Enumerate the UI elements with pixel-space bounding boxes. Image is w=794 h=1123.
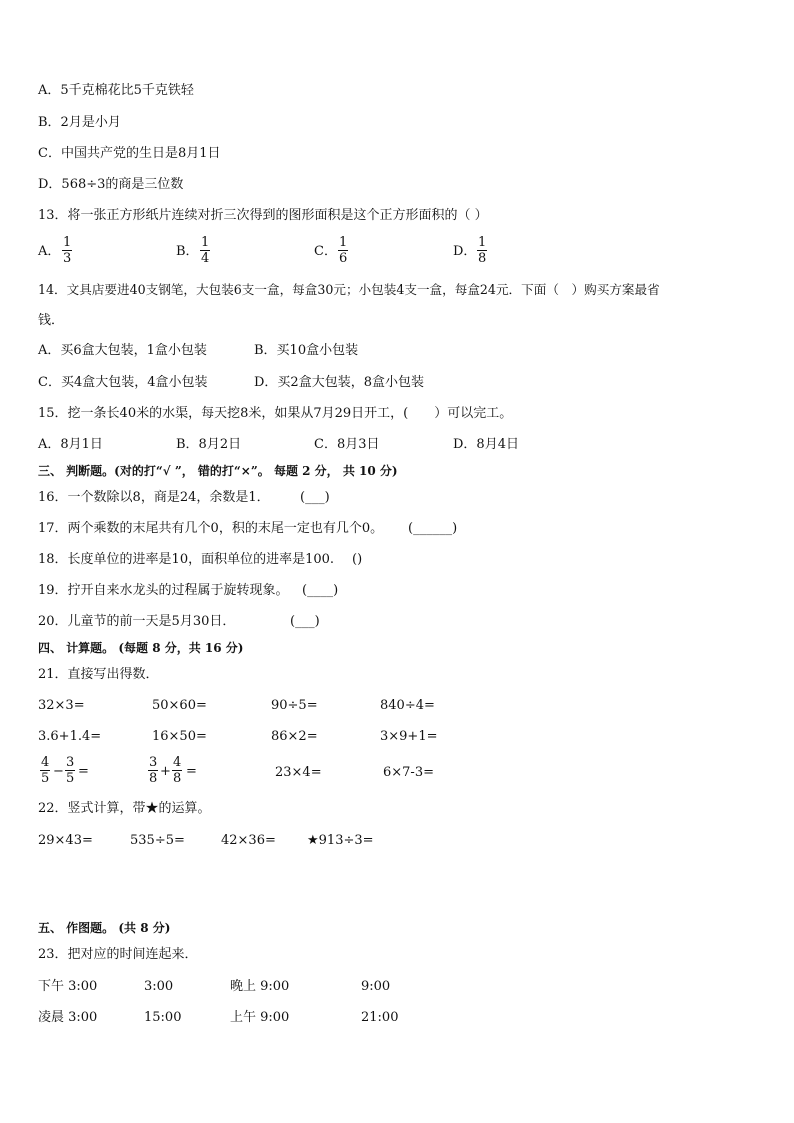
q13-option-d-label: D． — [453, 244, 477, 259]
q15-option-d: D．8月4日 — [453, 437, 519, 452]
q12-option-c: C．中国共产党的生日是8月1日 — [38, 146, 221, 161]
fraction-numerator: 4 — [173, 755, 182, 770]
minus-operator: − — [53, 764, 64, 779]
fraction-numerator: 1 — [339, 235, 348, 250]
plus-operator: + — [160, 764, 171, 779]
q19-answer-bracket: (____) — [302, 583, 339, 598]
q20-text: 20．儿童节的前一天是5月30日． — [38, 614, 236, 629]
calc-item: 50×60= — [152, 698, 207, 713]
q15-option-a: A．8月1日 — [38, 437, 103, 452]
fraction-numerator: 1 — [478, 235, 487, 250]
section5-heading: 五、 作图题。 (共 8 分) — [38, 921, 171, 935]
q13-option-a-fraction — [62, 235, 72, 266]
q16-answer-bracket: (___) — [300, 490, 330, 505]
equals-sign: = — [78, 764, 89, 779]
q19-text: 19．拧开自来水龙头的过程属于旋转现象。 — [38, 583, 289, 598]
calc-fraction — [148, 755, 158, 786]
fraction-numerator: 1 — [201, 235, 210, 250]
q13-stem: 13．将一张正方形纸片连续对折三次得到的图形面积是这个正方形面积的（ ） — [38, 208, 488, 223]
calc-item: 23×4= — [275, 765, 322, 780]
q20-answer-bracket: (___) — [290, 614, 320, 629]
calc-item: 840÷4= — [380, 698, 435, 713]
q18-answer-bracket: () — [352, 552, 363, 567]
calc-item: 3.6+1.4= — [38, 729, 102, 744]
section3-heading: 三、 判断题。(对的打“√ ”， 错的打“×”。 每题 2 分， 共 10 分) — [38, 464, 398, 478]
fraction-numerator: 1 — [63, 235, 72, 250]
calc-fraction — [172, 755, 182, 786]
calc-item: 6×7-3= — [383, 765, 434, 780]
q14-option-d: D．买2盒大包装，8盒小包装 — [254, 375, 424, 390]
q21-stem: 21．直接写出得数． — [38, 667, 159, 682]
q18-text: 18．长度单位的进率是10，面积单位的进率是100. — [38, 552, 335, 567]
time-item: 21:00 — [361, 1010, 399, 1025]
fraction-denominator: 5 — [41, 771, 50, 786]
q13-option-b-label: B． — [176, 244, 199, 259]
q16-text: 16．一个数除以8，商是24，余数是1． — [38, 490, 270, 505]
fraction-denominator: 3 — [63, 251, 72, 266]
time-item: 3:00 — [144, 979, 174, 994]
q14-option-c: C．买4盒大包装，4盒小包装 — [38, 375, 208, 390]
equals-sign: = — [186, 764, 197, 779]
q14-stem-line2: 钱． — [38, 313, 65, 328]
q17-answer-bracket: (______) — [408, 521, 458, 536]
q12-option-a: A．5千克棉花比5千克铁轻 — [38, 83, 194, 98]
time-item: 上午 9:00 — [230, 1010, 290, 1025]
time-item: 凌晨 3:00 — [38, 1010, 98, 1025]
q15-stem: 15．挖一条长40米的水渠，每天挖8米，如果从7月29日开工，( ）可以完工。 — [38, 406, 513, 421]
q14-option-b: B．买10盒小包装 — [254, 343, 359, 358]
q22-stem: 22．竖式计算，带★的运算。 — [38, 801, 211, 816]
calc-item: 32×3= — [38, 698, 85, 713]
vertical-calc-item: 29×43= — [38, 833, 93, 848]
q15-option-b: B．8月2日 — [176, 437, 242, 452]
fraction-denominator: 8 — [149, 771, 158, 786]
calc-fraction — [65, 755, 75, 786]
time-item: 晚上 9:00 — [230, 979, 290, 994]
calc-item: 3×9+1= — [380, 729, 438, 744]
q12-option-b: B．2月是小月 — [38, 115, 121, 130]
q13-option-a-label: A． — [38, 244, 61, 259]
q13-option-d-fraction — [477, 235, 487, 266]
q13-option-c-fraction — [338, 235, 348, 266]
q17-text: 17．两个乘数的末尾共有几个0，积的末尾一定也有几个0。 — [38, 521, 384, 536]
time-item: 下午 3:00 — [38, 979, 98, 994]
vertical-calc-item: 535÷5= — [130, 833, 185, 848]
time-item: 9:00 — [361, 979, 391, 994]
q23-stem: 23．把对应的时间连起来． — [38, 947, 198, 962]
fraction-denominator: 5 — [66, 771, 75, 786]
calc-item: 16×50= — [152, 729, 207, 744]
fraction-denominator: 8 — [173, 771, 182, 786]
q13-option-c-label: C． — [314, 244, 337, 259]
fraction-numerator: 3 — [66, 755, 75, 770]
vertical-calc-item: 42×36= — [221, 833, 276, 848]
section4-heading: 四、 计算题。 (每题 8 分，共 16 分) — [38, 641, 244, 655]
fraction-denominator: 6 — [339, 251, 348, 266]
fraction-denominator: 8 — [478, 251, 487, 266]
q15-option-c: C．8月3日 — [314, 437, 380, 452]
calc-fraction — [40, 755, 50, 786]
q13-option-b-fraction — [200, 235, 210, 266]
fraction-numerator: 3 — [149, 755, 158, 770]
q12-option-d: D．568÷3的商是三位数 — [38, 177, 184, 192]
time-item: 15:00 — [144, 1010, 182, 1025]
q14-option-a: A．买6盒大包装，1盒小包装 — [38, 343, 207, 358]
fraction-denominator: 4 — [201, 251, 210, 266]
calc-item: 90÷5= — [271, 698, 318, 713]
calc-item: 86×2= — [271, 729, 318, 744]
q14-stem-line1: 14．文具店要进40支钢笔，大包装6支一盒，每盒30元；小包装4支一盒，每盒24元．下面（ ）购买方案最省 — [38, 282, 660, 297]
fraction-numerator: 4 — [41, 755, 50, 770]
vertical-calc-item: ★913÷3= — [307, 833, 374, 848]
